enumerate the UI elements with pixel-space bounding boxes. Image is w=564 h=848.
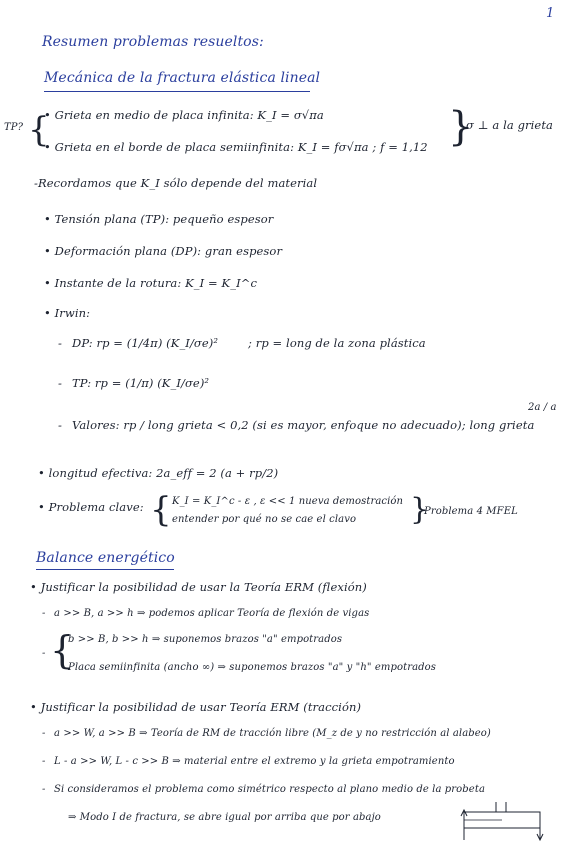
crack-edge-plate: • Grieta en el borde de placa semiinfinita: K_I = fσ√πa ; f = 1,12	[44, 140, 428, 154]
section-heading-energy: Balance energético	[36, 550, 175, 566]
remember-note: Recordamos que K_I sólo depende del material	[38, 176, 318, 190]
energy-item-1-c: Placa semiinfinita (ancho ∞) ⇒ suponemos brazos "a" y "h" empotrados	[68, 662, 437, 673]
energy-item-2-c-dash: -	[42, 784, 46, 795]
energy-item-1-b: b >> B, b >> h ⇒ suponemos brazos "a" empotrados	[68, 634, 343, 645]
energy-item-1-brace: {	[50, 628, 75, 672]
fracture-instant: • Instante de la rotura: K_I = K_I^c	[44, 276, 257, 290]
section-heading-mfel: Mecánica de la fractura elástica lineal	[44, 70, 321, 86]
energy-item-2-b-dash: -	[42, 756, 46, 767]
energy-item-2-b: L - a >> W, L - c >> B ⇒ material entre el extremo y la grieta empotramiento	[54, 756, 455, 767]
key-problem-right-brace: }	[410, 492, 430, 527]
energy-item-2-c: Si consideramos el problema como simétrico respecto al plano medio de la probeta	[54, 784, 486, 795]
irwin-dp-formula: DP: rp = (1/4π) (K_I/σe)²	[72, 336, 219, 350]
key-problem-line-2: entender por qué no se cae el clavo	[172, 514, 357, 525]
beam-sketch	[456, 800, 548, 844]
plane-stress: • Tensión plana (TP): pequeño espesor	[44, 212, 273, 226]
key-problem-brace: {	[150, 490, 172, 530]
energy-item-1: • Justificar la posibilidad de usar la Teoría ERM (flexión)	[30, 580, 367, 594]
key-problem-note: Problema 4 MFEL	[424, 506, 518, 517]
irwin-tp-formula: TP: rp = (1/π) (K_I/σe)²	[72, 376, 210, 390]
irwin-dp-note: ; rp = long de la zona plástica	[248, 336, 426, 350]
energy-item-2: • Justificar la posibilidad de usar Teoría ERM (tracción)	[30, 700, 361, 714]
left-brace: {	[28, 110, 50, 150]
values-side-note: 2a / a	[528, 402, 557, 413]
crack-perpendicular-note: σ ⊥ a la grieta	[466, 118, 553, 132]
section-heading-energy-underline	[36, 569, 174, 570]
page-number: 1	[546, 6, 555, 21]
dash-mark: -	[34, 176, 38, 190]
crack-infinite-plate: • Grieta en medio de placa infinita: K_I = σ√πa	[44, 108, 324, 122]
key-problem-label: • Problema clave:	[38, 500, 144, 514]
energy-item-2-a-dash: -	[42, 728, 46, 739]
plane-strain: • Deformación plana (DP): gran espesor	[44, 244, 282, 258]
tp-question-mark: TP?	[4, 122, 24, 133]
energy-item-1-a-dash: -	[42, 608, 46, 619]
effective-length: • longitud efectiva: 2a_eff = 2 (a + rp/2)	[38, 466, 278, 480]
irwin-tp-dash: -	[58, 376, 62, 390]
energy-item-2-d: ⇒ Modo I de fractura, se abre igual por arriba que por abajo	[68, 812, 381, 823]
key-problem-line-1: K_I = K_I^c - ε , ε << 1 nueva demostración	[172, 496, 404, 507]
irwin-dp-dash: -	[58, 336, 62, 350]
values-condition: Valores: rp / long grieta < 0,2 (si es mayor, enfoque no adecuado); long grieta	[72, 418, 535, 432]
energy-item-1-bc-dash: -	[42, 648, 46, 659]
irwin-label: • Irwin:	[44, 306, 90, 320]
values-dash: -	[58, 418, 62, 432]
page-title: Resumen problemas resueltos:	[42, 34, 264, 50]
energy-item-2-a: a >> W, a >> B ⇒ Teoría de RM de tracción libre (M_z de y no restricción al alabeo)	[54, 728, 491, 739]
right-brace: }	[448, 104, 474, 150]
energy-item-1-a: a >> B, a >> h ⇒ podemos aplicar Teoría de flexión de vigas	[54, 608, 370, 619]
section-heading-underline	[44, 91, 310, 92]
